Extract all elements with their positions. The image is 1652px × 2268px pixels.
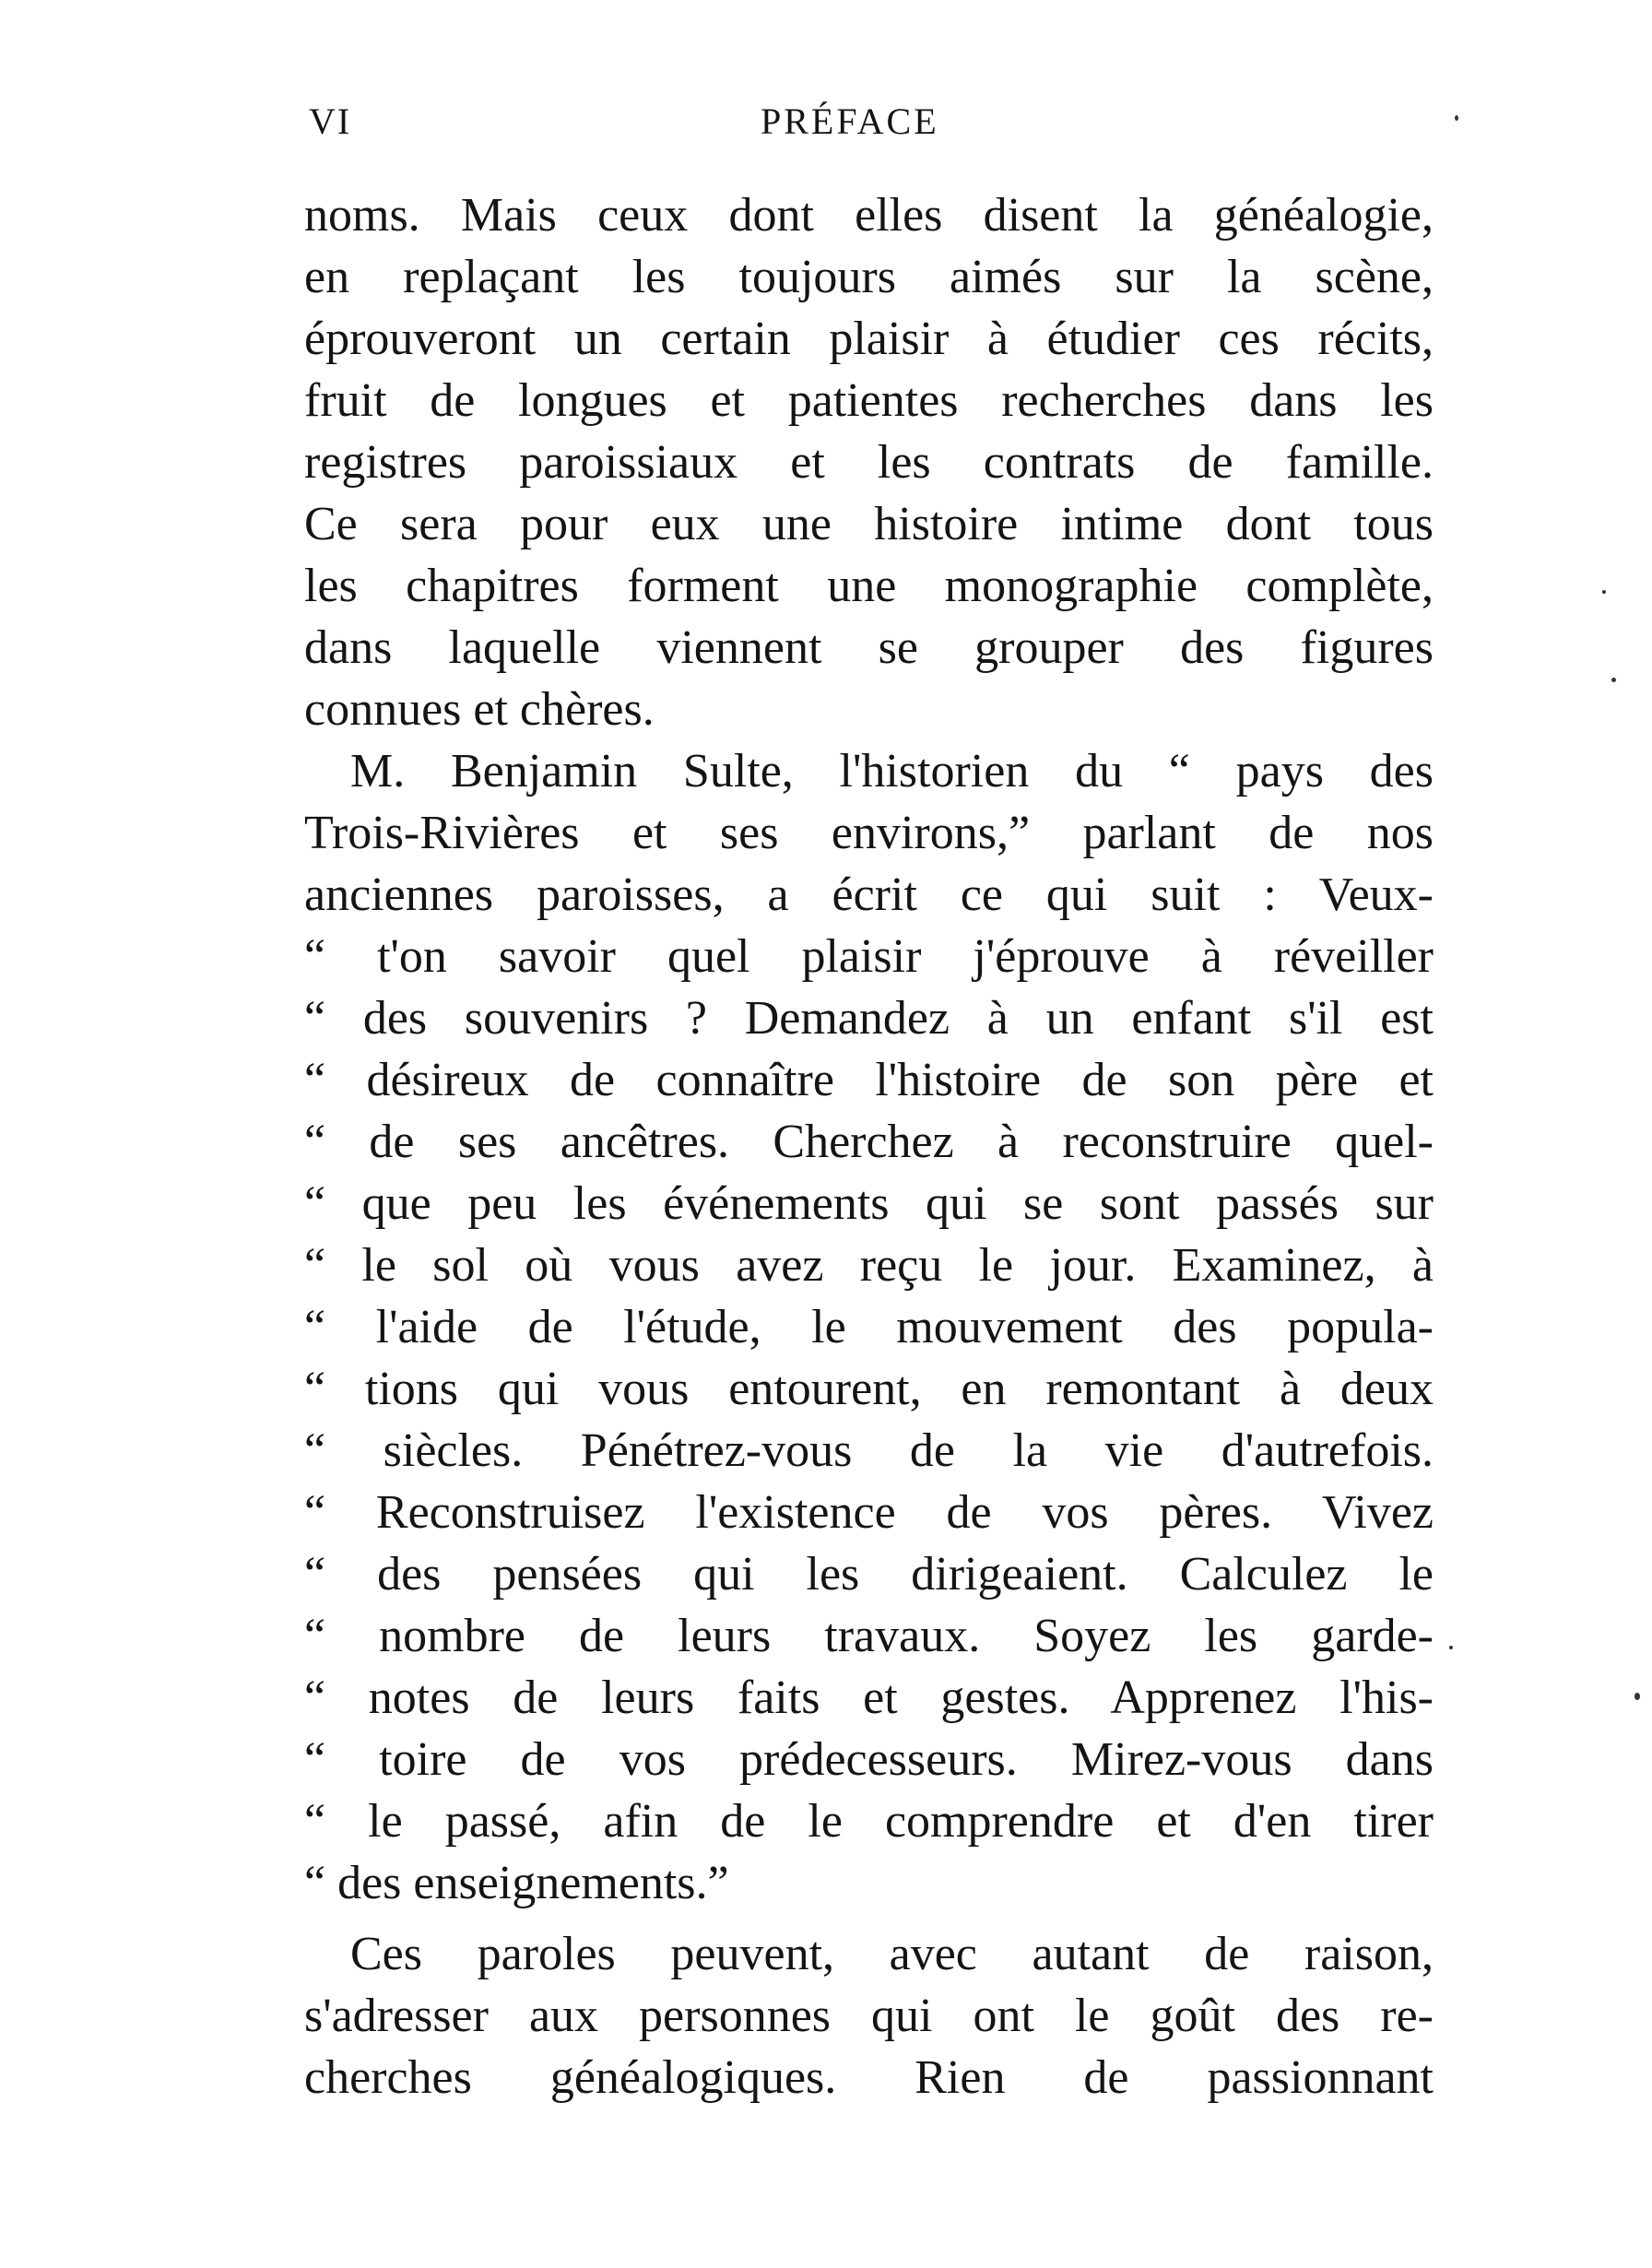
quoted-line: “ tions qui vous entourent, en remontant à deux: [304, 1363, 1434, 1415]
scan-speck: [1634, 1693, 1640, 1700]
scan-speck: [1611, 678, 1616, 682]
text-line: anciennes paroisses, a écrit ce qui suit : Veux-: [304, 868, 1434, 921]
text-line: dans laquelle viennent se grouper des figures: [304, 621, 1434, 674]
quoted-line: “ des pensées qui les dirigeaient. Calculez le: [304, 1548, 1434, 1601]
text-line: les chapitres forment une monographie complète,: [304, 560, 1434, 612]
quoted-line: “ siècles. Pénétrez-vous de la vie d'autrefois.: [304, 1424, 1434, 1477]
paragraph-1: [304, 184, 1434, 740]
text-line: Ce sera pour eux une histoire intime dont tous: [304, 498, 1434, 550]
running-title: PRÉFACE: [761, 100, 939, 142]
quoted-line: “ des enseignements.”: [304, 1857, 729, 1909]
paragraph-3: [304, 1923, 1434, 2109]
scan-speck: [1455, 115, 1458, 121]
quoted-line: “ que peu les événements qui se sont passés sur: [304, 1177, 1434, 1230]
quoted-line: “ notes de leurs faits et gestes. Apprenez l'his-: [304, 1671, 1434, 1724]
quoted-line: “ t'on savoir quel plaisir j'éprouve à réveiller: [304, 930, 1434, 983]
quoted-line: “ toire de vos prédecesseurs. Mirez-vous dans: [304, 1733, 1434, 1786]
quoted-line: “ nombre de leurs travaux. Soyez les garde-: [304, 1610, 1434, 1662]
text-line: registres paroissiaux et les contrats de famille.: [304, 436, 1434, 489]
page-body: [304, 184, 1434, 2109]
text-line: éprouveront un certain plaisir à étudier ces récits,: [304, 313, 1434, 365]
quoted-line: “ Reconstruisez l'existence de vos pères. Vivez: [304, 1486, 1434, 1539]
paragraph-gap: [304, 1914, 1434, 1923]
quoted-line: “ des souvenirs ? Demandez à un enfant s'il est: [304, 992, 1434, 1045]
text-line: fruit de longues et patientes recherches dans les: [304, 374, 1434, 427]
scan-speck: [1449, 1646, 1453, 1649]
quoted-line: “ de ses ancêtres. Cherchez à reconstruire quel-: [304, 1116, 1434, 1168]
text-line: en replaçant les toujours aimés sur la scène,: [304, 251, 1434, 303]
page-header: [309, 100, 1438, 164]
text-line: cherches généalogiques. Rien de passionnant: [304, 2051, 1434, 2104]
page-number: VI: [309, 100, 352, 142]
quoted-line: “ le sol où vous avez reçu le jour. Examinez, à: [304, 1239, 1434, 1292]
paragraph-2: [304, 740, 1434, 1914]
scan-speck: [1602, 590, 1606, 594]
quoted-line: “ l'aide de l'étude, le mouvement des popula-: [304, 1301, 1434, 1353]
text-line: Ces paroles peuvent, avec autant de raison,: [350, 1928, 1434, 1980]
text-line: connues et chères.: [304, 683, 655, 736]
quoted-line: “ le passé, afin de le comprendre et d'en tirer: [304, 1795, 1434, 1848]
quoted-line: “ désireux de connaître l'histoire de son père et: [304, 1054, 1434, 1106]
text-line: noms. Mais ceux dont elles disent la généalogie,: [304, 189, 1434, 242]
text-line: s'adresser aux personnes qui ont le goût des re-: [304, 1990, 1434, 2042]
text-line: Trois-Rivières et ses environs,” parlant de nos: [304, 807, 1434, 859]
text-line: M. Benjamin Sulte, l'historien du “ pays des: [350, 745, 1434, 797]
